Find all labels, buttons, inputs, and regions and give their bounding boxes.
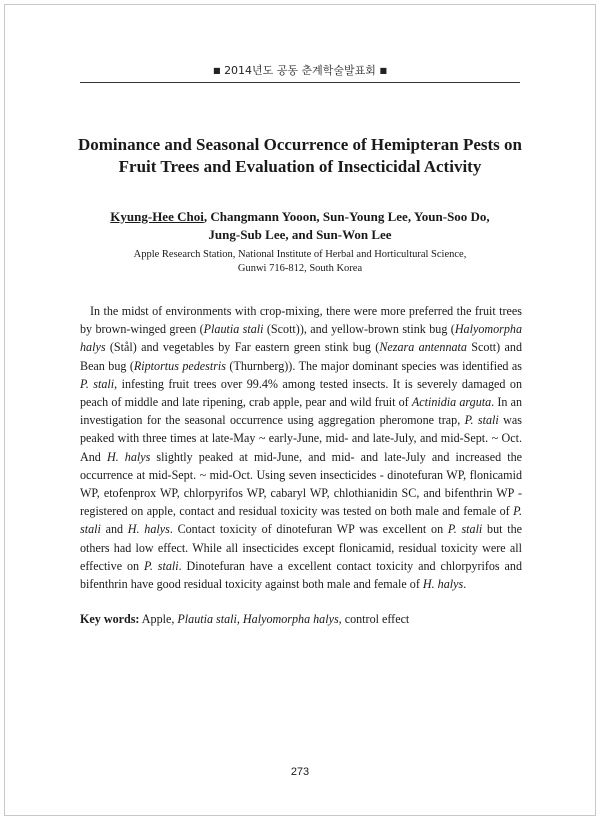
affiliation: [60, 248, 540, 276]
square-bullet-icon: ■: [213, 66, 221, 75]
species-name: H. halys: [106, 449, 151, 464]
conference-header: [80, 62, 520, 83]
keywords: [80, 610, 522, 628]
species-name: P. stali: [464, 413, 499, 428]
species-name: Nezara antennata: [379, 340, 467, 355]
affiliation-line-1: Apple Research Station, National Institute of Herbal and Horticultural Science,: [133, 249, 467, 260]
keywords-species: Plautia stali, Halyomorpha halys: [177, 612, 339, 626]
authors-line-2: Jung-Sub Lee, and Sun-Won Lee: [208, 227, 392, 242]
co-authors-1: , Changmann Yooon, Sun-Young Lee, Youn-Soo Do,: [203, 209, 490, 224]
abstract-segment: . Contact toxicity of dinotefuran WP was excellent on: [169, 522, 448, 537]
abstract-segment: slightly peaked at mid-June, and mid- and late-July and increased the occurrence at mid-Sept. ~ mid-Oct. Using seven insecticides - dinotefuran WP, flonicamid WP, etofenprox WP, chlorpyrifos WP, cabaryl WP, chlothianidin SC, and bifenthrin WP - registered on apple, contact and residual toxicity was tested on both male and female of: [80, 449, 522, 519]
abstract-segment: , infesting fruit trees over 99.4% among tested insects. It is severely damaged on peach of middle and late ripening, crab apple, pear and wild fruit of: [80, 376, 522, 410]
title-line-1: Dominance and Seasonal Occurrence of Hemipteran Pests on: [77, 135, 522, 154]
abstract-segment: was peaked with three times at late-May ~ early-June, mid- and late-July, and mid-Sept. ~ Oct. And: [80, 413, 522, 464]
abstract-segment: (Scott)), and yellow-brown stink bug (: [263, 322, 455, 337]
abstract-segment: and: [100, 522, 128, 537]
species-name: P. stali: [80, 504, 522, 537]
abstract-segment: . Dinotefuran have a excellent contact toxicity and chlorpyrifos and bifenthrin have good residual toxicity against both male and female of: [80, 558, 522, 592]
abstract-segment: (Thurnberg)). The major dominant species was identified as: [226, 358, 522, 373]
species-name: Plautia stali: [203, 322, 264, 337]
presenting-author: Kyung-Hee Choi: [110, 209, 204, 224]
species-name: H. halys: [422, 577, 464, 592]
affiliation-line-2: Gunwi 716-812, South Korea: [237, 263, 363, 274]
paper-title: [60, 134, 540, 178]
keywords-text: Apple,: [139, 612, 178, 626]
abstract-text: [80, 302, 522, 593]
species-name: P. stali: [447, 522, 483, 537]
keywords-text: , control effect: [338, 612, 410, 626]
abstract-segment: . In an investigation for the seasonal occurrence using aggregation pheromone trap,: [80, 395, 523, 428]
conference-name: 2014년도 공동 춘계학술발표회: [224, 64, 376, 77]
species-name: P. stali: [80, 376, 115, 391]
square-bullet-icon: ■: [379, 66, 387, 75]
species-name: P. stali: [144, 558, 179, 573]
species-name: H. halys: [127, 522, 170, 537]
species-name: Halyomorpha halys: [80, 322, 522, 355]
abstract-segment: Scott) and Bean bug (: [80, 340, 522, 373]
author-list: [60, 208, 540, 244]
keywords-label: Key words:: [80, 612, 140, 626]
abstract-segment: but the others had low effect. While all insecticides except flonicamid, residual toxicity were all effective on: [80, 522, 522, 573]
page-number: 273: [290, 766, 310, 778]
abstract-segment: In the midst of environments with crop-mixing, there were more preferred the fruit trees by brown-winged green (: [80, 304, 522, 337]
abstract-segment: (Stål) and vegetables by Far eastern green stink bug (: [105, 340, 380, 355]
abstract-segment: .: [463, 577, 467, 592]
title-line-2: Fruit Trees and Evaluation of Insecticidal Activity: [118, 157, 482, 176]
species-name: Actinidia arguta: [411, 395, 492, 410]
species-name: Riptortus pedestris: [133, 358, 226, 373]
authors-line-1: [60, 208, 540, 226]
